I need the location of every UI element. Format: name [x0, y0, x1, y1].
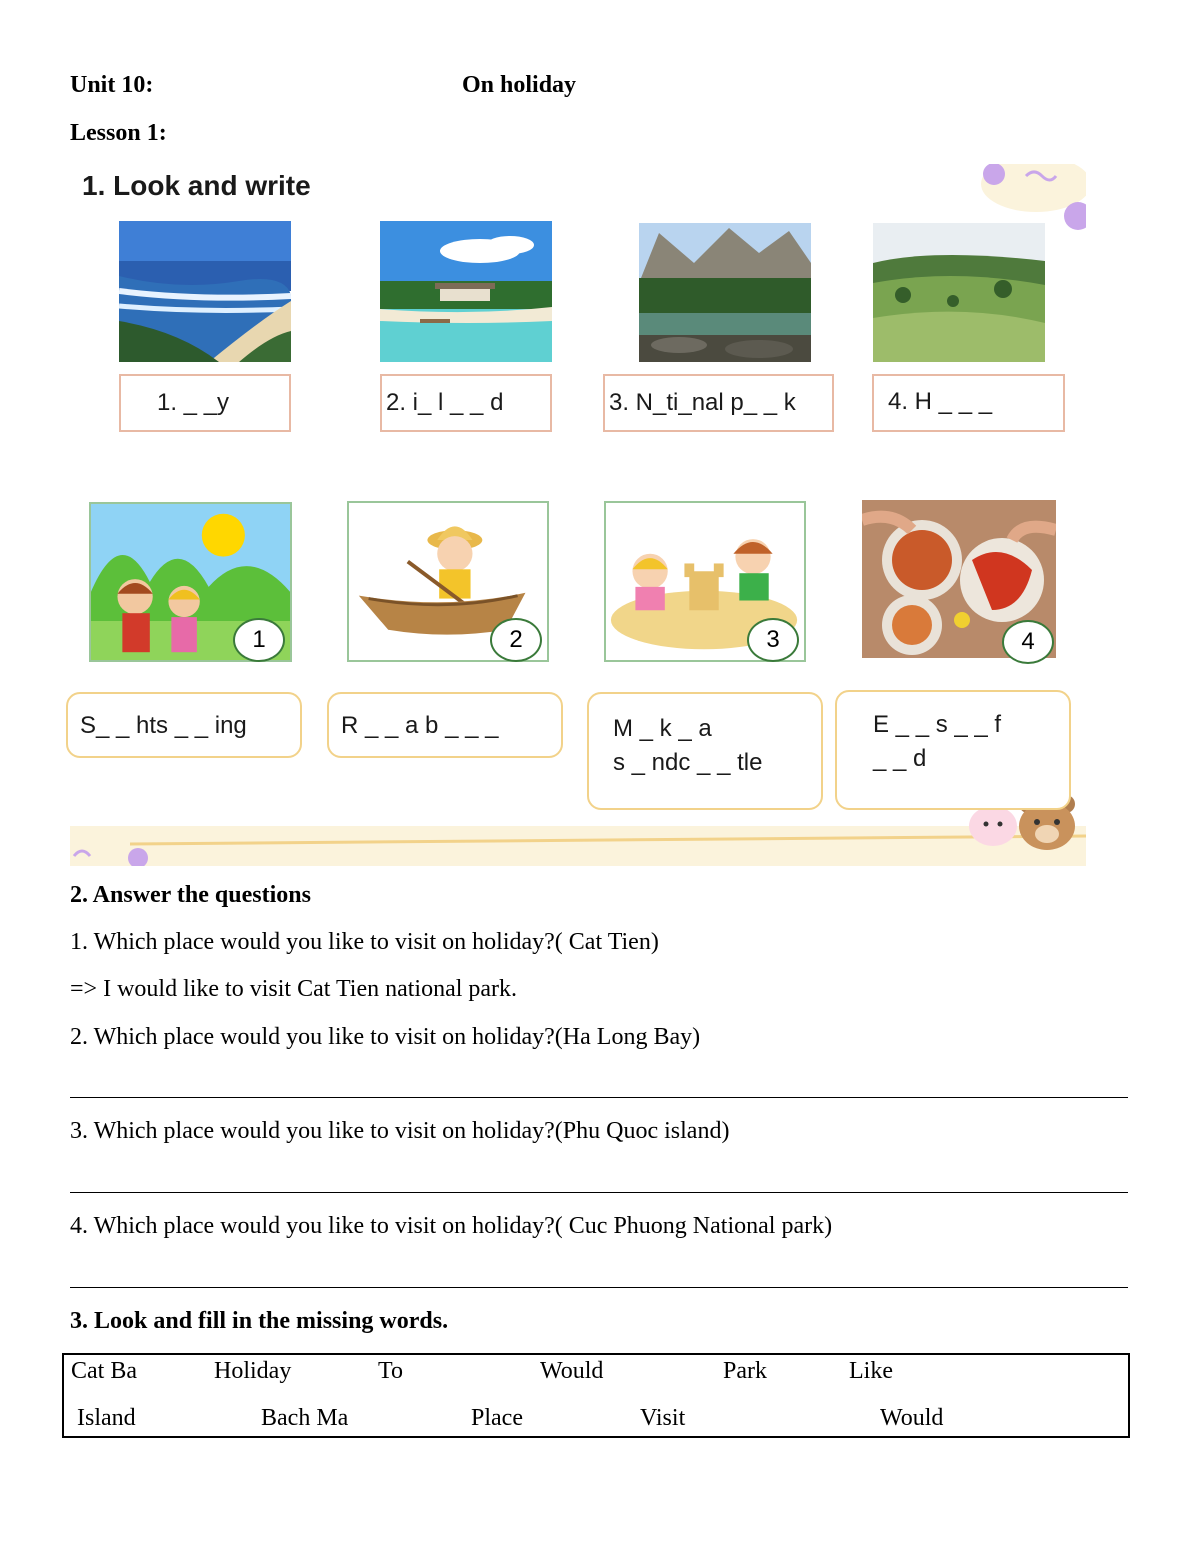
activity-word-box-4[interactable]	[835, 690, 1071, 810]
word-bank-item: To	[378, 1358, 403, 1384]
answer-line-3[interactable]	[70, 1192, 1128, 1193]
word-bank-item: Park	[723, 1358, 767, 1384]
answer-line-4[interactable]	[70, 1287, 1128, 1288]
exercise1-title: 1. Look and write	[82, 170, 311, 201]
activity-word-box-2[interactable]	[327, 692, 563, 758]
place-word-box-4[interactable]: 4. H _ _ _	[872, 374, 1065, 432]
activity-number-2: 2	[490, 618, 542, 662]
question-2: 2. Which place would you like to visit on holiday?(Ha Long Bay)	[70, 1024, 701, 1050]
island-photo	[380, 221, 552, 362]
word-bank-item: Would	[540, 1358, 604, 1384]
question-1: 1. Which place would you like to visit on holiday?( Cat Tien)	[70, 929, 659, 955]
activity-word-1-line1: S_ _ hts _ _ ing	[80, 712, 247, 739]
answer-line-2[interactable]	[70, 1097, 1128, 1098]
word-bank-item: Visit	[640, 1405, 686, 1431]
unit-topic: On holiday	[462, 72, 577, 98]
word-bank-item: Holiday	[214, 1358, 292, 1384]
activity-word-3-line2: s _ ndc _ _ tle	[613, 749, 763, 776]
word-bank-item: Cat Ba	[71, 1358, 137, 1384]
unit-title: Unit 10:	[70, 72, 154, 98]
activity-number-3: 3	[747, 618, 799, 662]
activity-word-box-3[interactable]	[587, 692, 823, 810]
beach-photo	[119, 221, 291, 362]
lesson-title: Lesson 1:	[70, 120, 167, 146]
answer-1: => I would like to visit Cat Tien national park.	[70, 976, 518, 1002]
word-bank-item: Island	[77, 1405, 136, 1431]
word-bank-item: Place	[471, 1405, 523, 1431]
activity-word-3-line1: M _ k _ a	[613, 715, 712, 742]
question-3: 3. Which place would you like to visit on holiday?(Phu Quoc island)	[70, 1118, 730, 1144]
activity-word-2-line1: R _ _ a b _ _ _	[341, 712, 499, 739]
word-bank-item: Bach Ma	[261, 1405, 349, 1431]
exercise2-title: 2. Answer the questions	[70, 882, 311, 908]
exercise3-title: 3. Look and fill in the missing words.	[70, 1308, 449, 1334]
activity-word-4-line1: E _ _ s _ _ f	[873, 711, 1002, 738]
activity-word-box-1[interactable]	[66, 692, 302, 758]
word-bank-item: Like	[849, 1358, 893, 1384]
question-4: 4. Which place would you like to visit on holiday?( Cuc Phuong National park)	[70, 1213, 833, 1239]
national-park-photo	[639, 223, 811, 362]
place-word-box-1[interactable]: 1. _ _y	[119, 374, 291, 432]
word-bank-item: Would	[880, 1405, 944, 1431]
activity-word-4-line2: _ _ d	[873, 745, 927, 772]
activity-number-1: 1	[233, 618, 285, 662]
hills-photo	[873, 223, 1045, 362]
activity-number-4: 4	[1002, 620, 1054, 664]
decoration-bottom-strip	[70, 816, 1086, 866]
place-word-box-3[interactable]: 3. N_ti_nal p_ _ k	[603, 374, 834, 432]
place-word-box-2[interactable]: 2. i_ l _ _ d	[380, 374, 552, 432]
